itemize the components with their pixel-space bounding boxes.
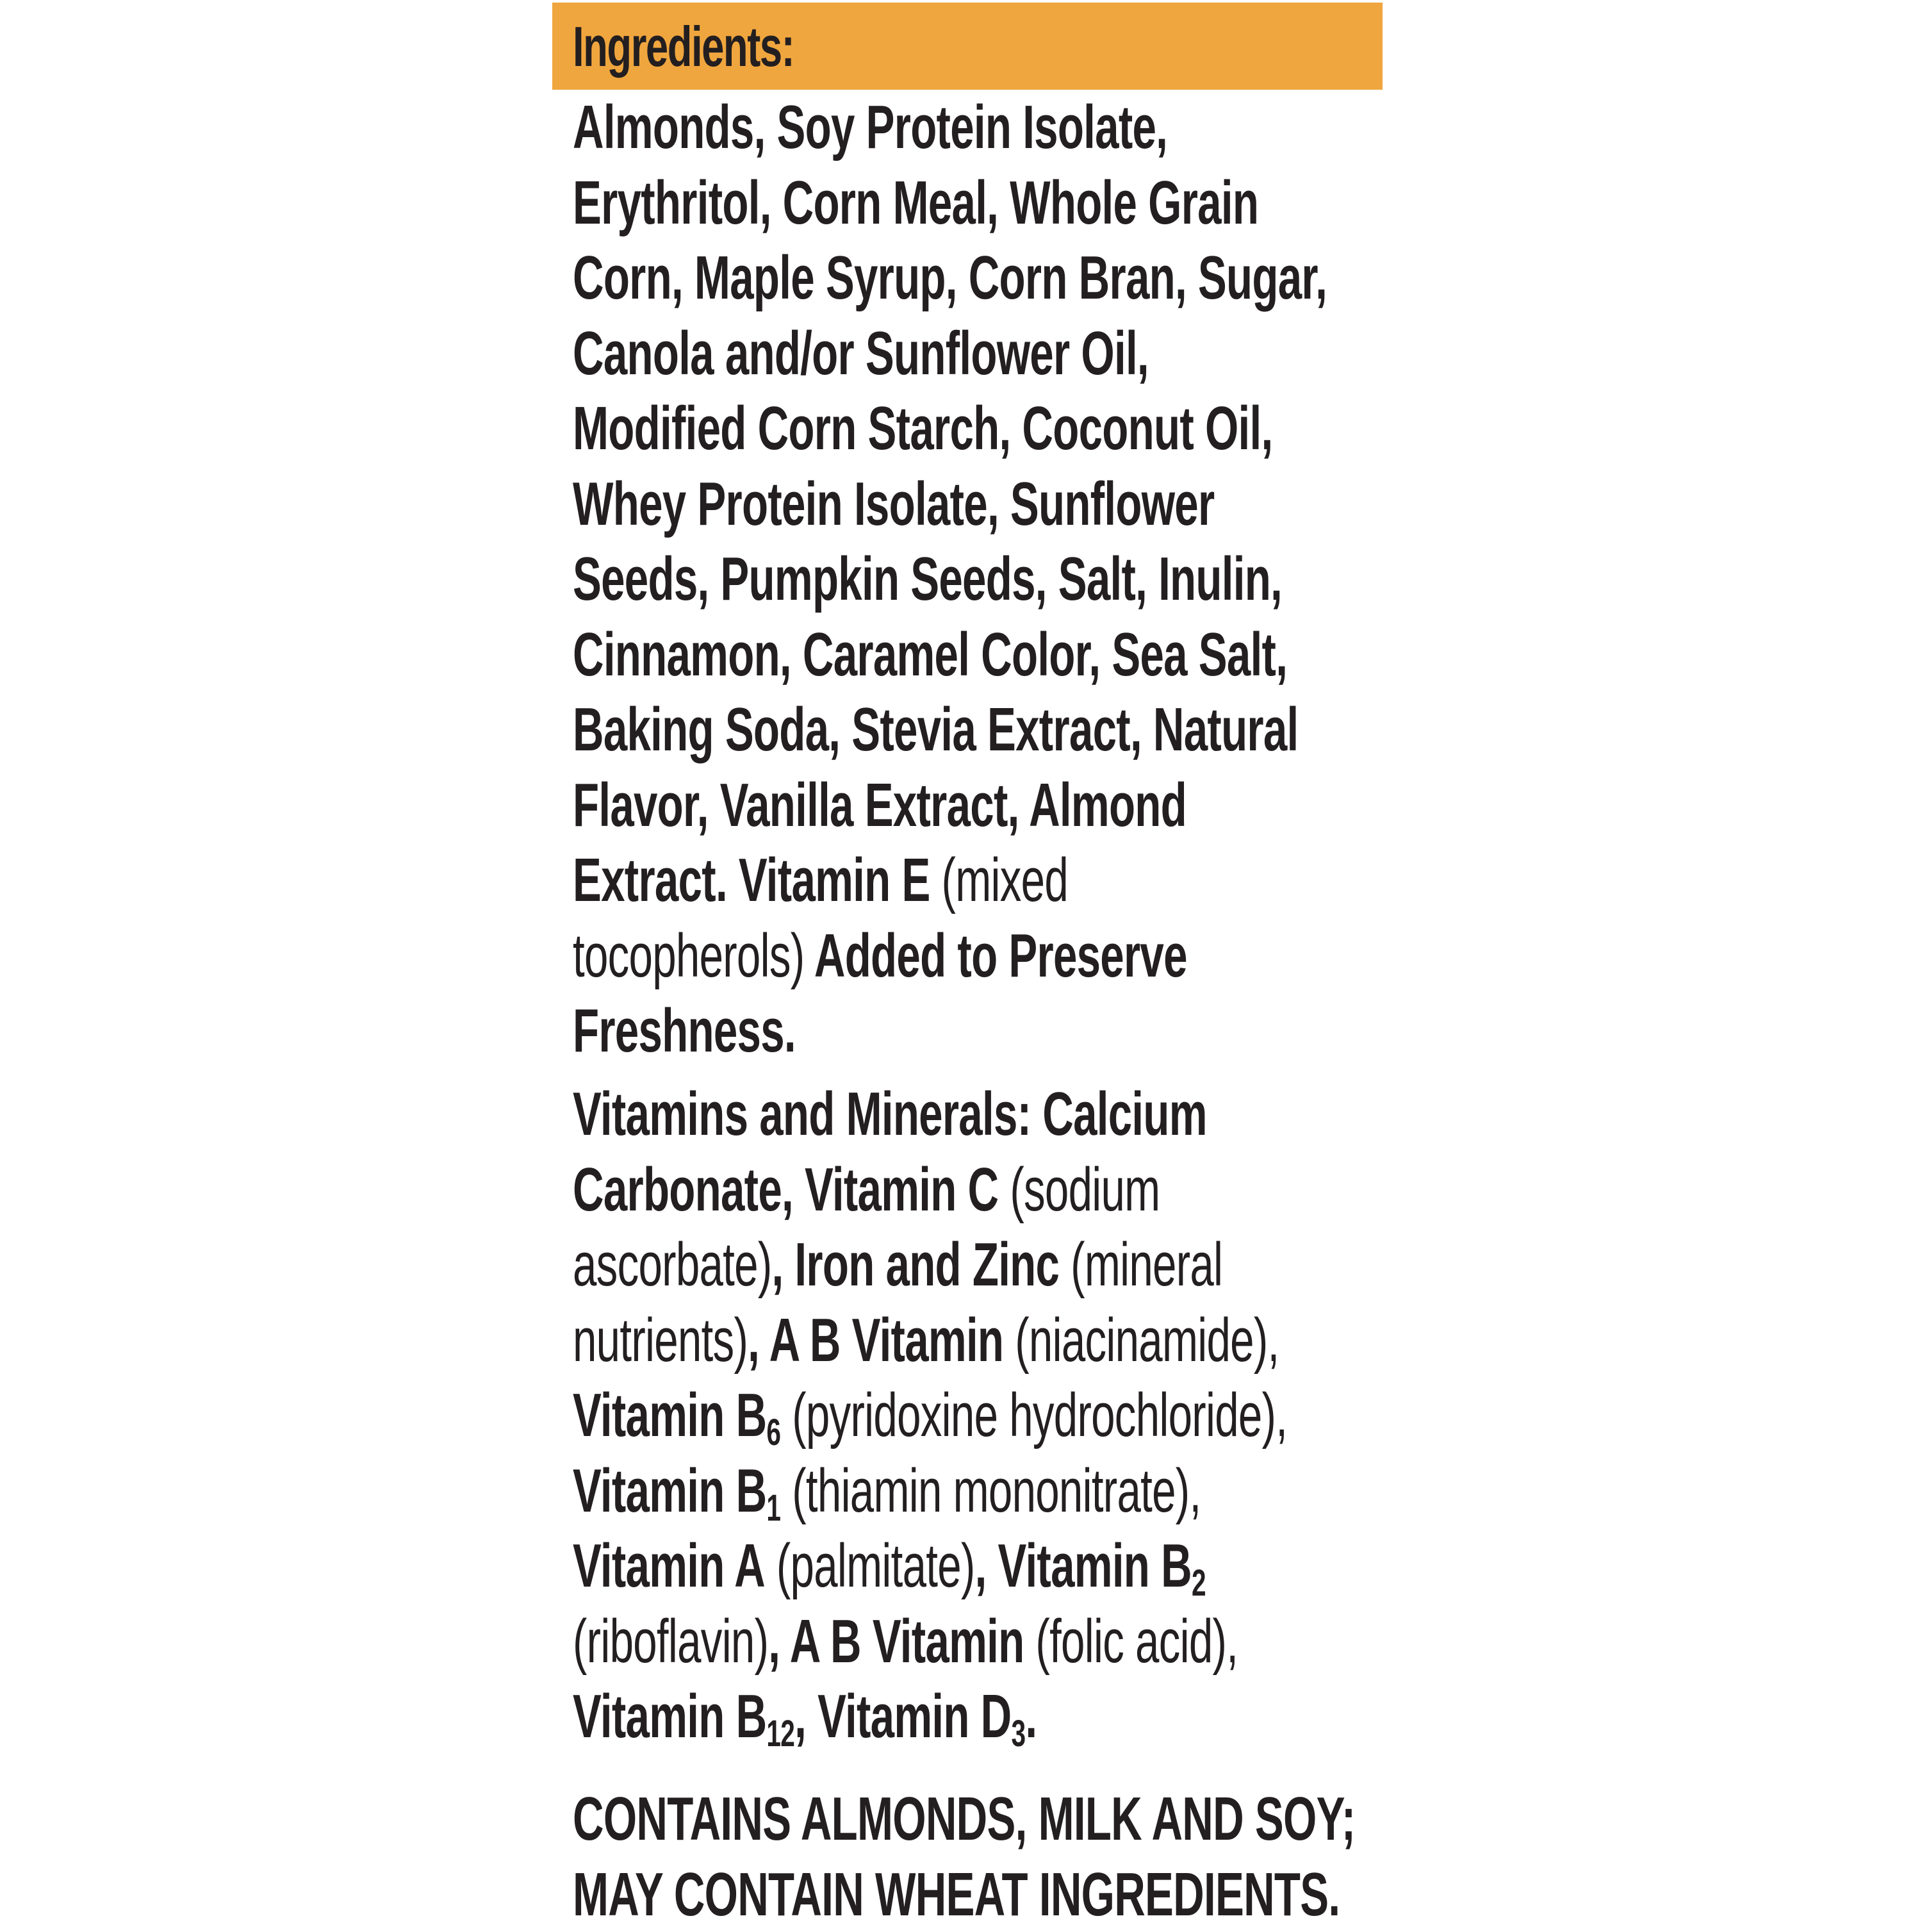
vitamins-line <box>573 1679 1358 1754</box>
vitamins-text-normal: (mineral <box>1059 1230 1222 1299</box>
vitamins-text-normal: (sodium <box>998 1155 1160 1224</box>
vitamins-text-bold: , Vitamin D <box>794 1682 1011 1751</box>
ingredients-line: Baking Soda, Stevia Extract, Natural <box>573 692 1358 768</box>
vitamins-line <box>573 1227 1358 1303</box>
vitamin-subscript: 3 <box>1012 1713 1026 1754</box>
vitamins-text-bold: Vitamin B <box>573 1682 766 1751</box>
allergen-statement <box>573 1781 1358 1932</box>
vitamins-text-bold: , A B Vitamin <box>768 1607 1024 1676</box>
vitamins-line <box>573 1303 1358 1378</box>
ingredients-header-band <box>552 3 1383 90</box>
vitamins-line: Vitamins and Minerals: Calcium <box>573 1077 1358 1152</box>
ingredients-list <box>573 90 1358 1069</box>
ingredients-line: Seeds, Pumpkin Seeds, Salt, Inulin, <box>573 541 1358 617</box>
vitamins-text-normal: (niacinamide), <box>1003 1306 1279 1375</box>
vitamin-subscript: 1 <box>766 1487 780 1529</box>
vitamins-line <box>573 1604 1358 1680</box>
vitamins-line <box>573 1378 1358 1453</box>
ingredients-line: Canola and/or Sunflower Oil, <box>573 316 1358 392</box>
allergen-line: CONTAINS ALMONDS, MILK AND SOY; <box>573 1781 1358 1857</box>
ingredients-line: Corn, Maple Syrup, Corn Bran, Sugar, <box>573 240 1358 316</box>
vitamins-line <box>573 1152 1358 1228</box>
vitamins-text-normal: nutrients) <box>573 1306 748 1375</box>
vitamins-text-bold: Vitamin A <box>573 1532 765 1600</box>
vitamins-text-bold: , A B Vitamin <box>748 1306 1003 1375</box>
vitamins-line <box>573 1453 1358 1529</box>
vitamins-text-normal: (thiamin mononitrate), <box>780 1457 1201 1525</box>
vitamins-text-normal: (folic acid), <box>1024 1607 1238 1676</box>
vitamins-text-bold: , Iron and Zinc <box>771 1230 1059 1299</box>
vitamins-minerals-list <box>573 1077 1358 1754</box>
ingredients-text-bold: Added to Preserve <box>804 921 1187 990</box>
ingredients-line: Flavor, Vanilla Extract, Almond <box>573 768 1358 843</box>
ingredients-line: Modified Corn Starch, Coconut Oil, <box>573 391 1358 466</box>
ingredients-text-bold: Extract. Vitamin E <box>573 846 930 914</box>
vitamins-text-bold: Carbonate, Vitamin C <box>573 1155 998 1224</box>
ingredients-line <box>573 843 1358 918</box>
ingredients-text-normal: (mixed <box>930 846 1068 914</box>
vitamins-text-bold: . <box>1025 1682 1037 1751</box>
vitamins-text-bold: Vitamin B <box>573 1381 766 1449</box>
ingredients-heading: Ingredients: <box>573 12 794 82</box>
vitamins-text-normal: (pyridoxine hydrochloride), <box>780 1381 1287 1449</box>
vitamins-text-normal: (riboflavin) <box>573 1607 768 1676</box>
ingredients-line: Erythritol, Corn Meal, Whole Grain <box>573 165 1358 241</box>
vitamins-text-normal: (palmitate) <box>765 1532 975 1600</box>
ingredients-line: Freshness. <box>573 993 1358 1069</box>
ingredients-line: Whey Protein Isolate, Sunflower <box>573 466 1358 542</box>
vitamins-line <box>573 1528 1358 1604</box>
vitamin-subscript: 6 <box>766 1412 780 1453</box>
ingredients-line <box>573 918 1358 994</box>
ingredients-panel <box>552 0 1383 1922</box>
vitamins-text-bold: Vitamin B <box>573 1457 766 1525</box>
ingredients-line: Almonds, Soy Protein Isolate, <box>573 90 1358 165</box>
vitamins-text-bold: , Vitamin B <box>975 1532 1192 1600</box>
vitamin-subscript: 2 <box>1192 1562 1206 1604</box>
ingredients-text-normal: tocopherols) <box>573 921 804 990</box>
allergen-line: MAY CONTAIN WHEAT INGREDIENTS. <box>573 1857 1358 1932</box>
ingredients-line: Cinnamon, Caramel Color, Sea Salt, <box>573 617 1358 693</box>
vitamin-subscript: 12 <box>766 1713 794 1754</box>
vitamins-text-normal: ascorbate) <box>573 1230 771 1299</box>
